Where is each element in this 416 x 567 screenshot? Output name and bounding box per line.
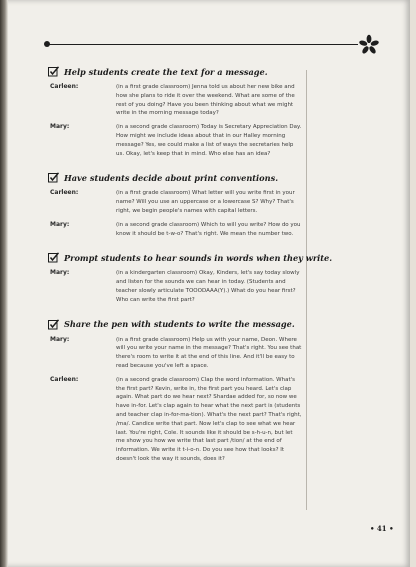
dialogue-entry bbox=[50, 189, 302, 215]
header-rule-dot bbox=[44, 41, 50, 47]
section-heading bbox=[48, 252, 333, 263]
speaker-label: Mary: bbox=[50, 335, 70, 343]
dialogue-entry bbox=[50, 83, 302, 118]
speaker-label: Carleen: bbox=[50, 189, 79, 197]
book-spine-shadow bbox=[0, 0, 8, 567]
dialogue-text: (in a second grade classroom) Today is Secretary Appreciation Day. How might we include ideas about that in our Halley morning message? Yes, we could make a list of ways the secretaries help us. Okay, let's keep that in mind. Who else has an idea? bbox=[116, 124, 302, 157]
speaker-label: Mary: bbox=[50, 123, 70, 131]
speaker-label: Carleen: bbox=[50, 83, 79, 90]
section-share-pen bbox=[50, 319, 302, 464]
page-content bbox=[50, 66, 333, 469]
section-heading-text: Prompt students to hear sounds in words when they write. bbox=[64, 252, 333, 263]
dialogue-text: (in a second grade classroom) Clap the word information. What's the first part? Kevin, write in, the first part you heard. Let's clap again. What part do we hear next? Shardae added for, so now we have in-for. Let's clap again to hear what the next part is (students and teacher clap in-for-ma-tion). What's the next part? That's right, /ma/. Candice write that part. Now let's clap to see what we hear last. You're right, Cole. It sounds like it should be s-h-u-n, but let me show you how we write that last part /tion/ at the end of information. We write it t-i-o-n. Do you see how that looks? It doesn't look the way it sounds, does it? bbox=[116, 376, 302, 462]
section-heading-text: Have students decide about print conventions. bbox=[64, 172, 279, 183]
margin-rule bbox=[306, 70, 307, 510]
dialogue-entry bbox=[50, 123, 302, 158]
section-heading-text: Share the pen with students to write the message. bbox=[64, 319, 295, 330]
section-print-conventions bbox=[50, 172, 302, 238]
checkbox-check-icon bbox=[48, 66, 59, 77]
flower-icon bbox=[358, 34, 380, 56]
dialogue-text: (in a second grade classroom) Which to will you write? How do you know it should be t-w-o? That's right. We mean the number two. bbox=[116, 221, 301, 237]
dialogue-entry bbox=[50, 269, 302, 304]
section-hear-sounds bbox=[50, 252, 333, 304]
dialogue-text: (in a kindergarten classroom) Okay, Kinders, let's say today slowly and listen for the sounds we can hear in today. (Students and teacher slowly articulate TOOODAAA(Y).) What do you hear first? Who can write the first part? bbox=[116, 270, 300, 303]
section-heading bbox=[48, 66, 302, 77]
dialogue-entry bbox=[50, 336, 302, 371]
section-help-create-text bbox=[50, 66, 302, 158]
dialogue-text: (in a first grade classroom) What letter will you write first in your name? Will you use an uppercase or a lowercase S? Why? That's right, we begin people's names with capital letters. bbox=[116, 190, 295, 214]
checkbox-check-icon bbox=[48, 252, 59, 263]
speaker-label: Mary: bbox=[50, 269, 70, 277]
checkbox-check-icon bbox=[48, 319, 59, 330]
dialogue-entry bbox=[50, 221, 302, 239]
header-rule bbox=[46, 44, 358, 45]
checkbox-check-icon bbox=[48, 172, 59, 183]
section-heading bbox=[48, 319, 302, 330]
speaker-label: Mary: bbox=[50, 220, 70, 228]
dialogue-text: (in a first grade classroom) Help us with your name, Deon. Where will you write your name in the message? That's right. You see that there's room to write it at the end of this line. And it'll be easy to read because you've left a space. bbox=[116, 336, 302, 369]
speaker-label: Carleen: bbox=[50, 375, 79, 383]
dialogue-text: (in a first grade classroom) Jenna told us about her new bike and how she plans to ride it over the weekend. What are some of the rest of you doing? Have you been thinking about what we might write in the morning message today? bbox=[116, 84, 295, 117]
book-page bbox=[6, 0, 410, 567]
section-heading-text: Help students create the text for a message. bbox=[64, 66, 268, 77]
section-heading bbox=[48, 172, 302, 183]
dialogue-entry bbox=[50, 376, 302, 464]
page-number: • 41 • bbox=[370, 524, 394, 533]
